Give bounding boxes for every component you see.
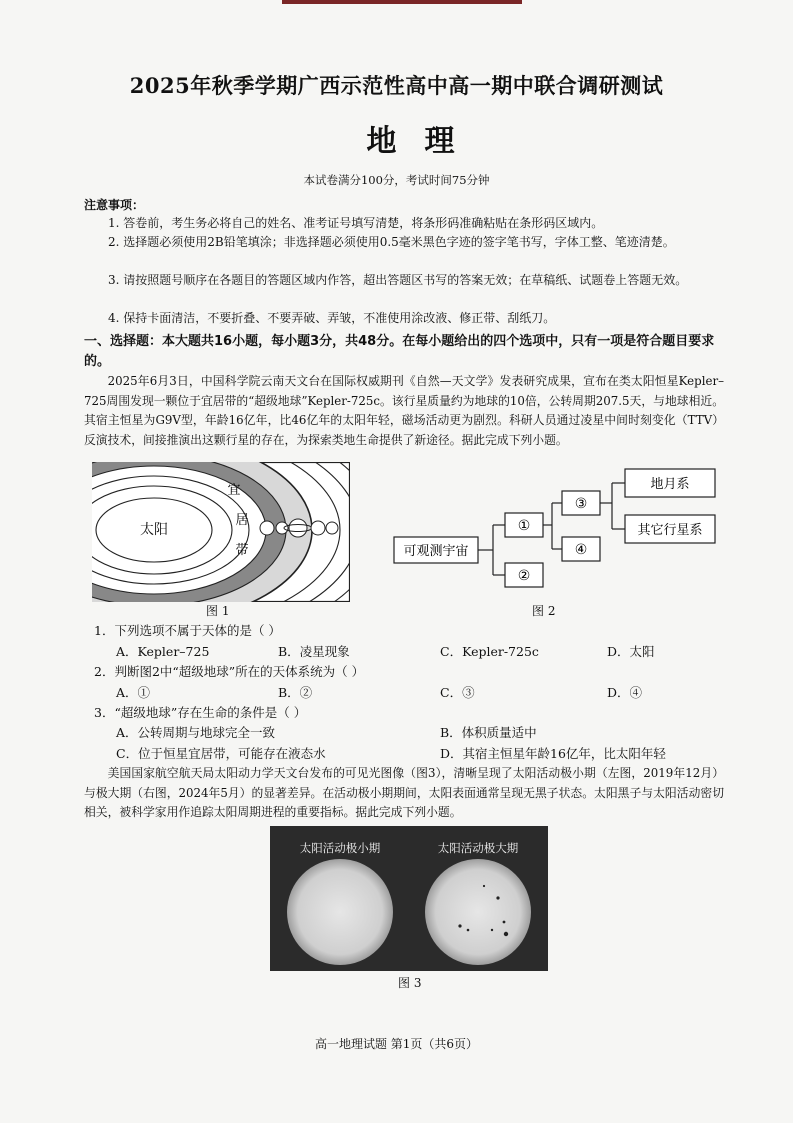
q2-option-a: A．① [116, 685, 151, 700]
habitable-zone-char: 带 [235, 543, 249, 558]
root-label: 可观测宇宙 [403, 544, 469, 559]
q1-option-d: D．太阳 [607, 644, 655, 659]
node-4-label: ④ [574, 542, 588, 558]
top-decoration-bar [282, 0, 522, 4]
figure-2-hierarchy [390, 465, 720, 590]
question-1-stem: 1．下列选项不属于天体的是（ ） [94, 623, 281, 638]
sun-min-label: 太阳活动极小期 [299, 841, 381, 855]
other-planet-label: 其它行星系 [637, 523, 703, 538]
notice-item: 3. 请按照题号顺序在各题目的答题区域内作答，超出答题区书写的答案无效；在草稿纸、试题卷上答题无效。 [108, 273, 688, 287]
question-3-stem: 3．“超级地球”存在生命的条件是（ ） [94, 705, 307, 720]
q1-option-a: A．Kepler–725 [116, 644, 210, 659]
sun-max-label: 太阳活动极大期 [437, 841, 519, 855]
habitable-zone-char: 宜 [227, 483, 241, 498]
figure-1-solar-system [92, 462, 350, 602]
notice-item: 1. 答卷前，考生务必将自己的姓名、准考证号填写清楚，将条形码准确粘贴在条形码区域内。 [108, 216, 604, 230]
node-1-label: ① [517, 518, 531, 534]
q2-option-c: C．③ [440, 685, 475, 700]
sunspot [504, 932, 508, 936]
notice-heading: 注意事项： [84, 198, 145, 212]
q3-option-c: C．位于恒星宜居带，可能存在液态水 [116, 746, 326, 761]
figure-3-caption: 图 3 [398, 976, 422, 990]
figure-1-caption: 图 1 [206, 604, 230, 618]
sun-max-disk [425, 859, 531, 965]
passage-1: 2025年6月3日，中国科学院云南天文台在国际权威期刊《自然—天文学》发表研究成果，宣布在类太阳恒星Kepler–725周围发现一颗位于宜居带的“超级地球”Kepler-725c。该行星质量约为地球的10倍，公转周期207.5天，与地球相近。其宿主恒星为G9V型，年龄16亿年，比46亿年的太阳年轻，磁场活动更为剧烈。科研人员通过凌星中间时刻变化（TTV）反演技术，间接推演出这颗行星的存在，为探索类地生命提供了新途径。据此完成下列小题。 [84, 374, 724, 447]
subject-title: 地理 [366, 124, 483, 159]
sunspot [483, 885, 485, 887]
q2-option-d: D．④ [607, 685, 643, 700]
q3-option-d: D．其宿主恒星年龄16亿年，比太阳年轻 [440, 746, 666, 761]
page-footer: 高一地理试题 第1页（共6页） [314, 1037, 479, 1051]
q1-option-b: B．凌星现象 [278, 644, 350, 659]
q2-option-b: B．② [278, 685, 313, 700]
figure-2-caption: 图 2 [532, 604, 556, 618]
q3-option-a: A．公转周期与地球完全一致 [116, 725, 276, 740]
q3-option-b: B．体积质量适中 [440, 725, 537, 740]
habitable-zone-char: 居 [235, 513, 249, 528]
question-2-stem: 2．判断图2中“超级地球”所在的天体系统为（ ） [94, 664, 365, 679]
sunspot [467, 929, 470, 932]
sunspot [491, 929, 493, 931]
section-heading: 一、选择题：本大题共16小题，每小题3分，共48分。在每小题给出的四个选项中，只有一项是符合题目要求的。 [84, 334, 715, 369]
exam-meta: 本试卷满分100分，考试时间75分钟 [303, 173, 490, 187]
sun-min-disk [287, 859, 393, 965]
node-2-label: ② [517, 568, 531, 584]
q1-option-c: C．Kepler-725c [440, 644, 539, 659]
passage-2: 美国国家航空航天局太阳动力学天文台发布的可见光图像（图3），清晰呈现了太阳活动极小期（左图，2019年12月）与极大期（右图，2024年5月）的显著差异。在活动极小期期间，太阳表面通常呈现无黑子状态。太阳黑子与太阳活动密切相关，被科学家用作追踪太阳周期进程的重要指标。据此完成下列小题。 [84, 766, 724, 819]
sun-label: 太阳 [140, 522, 168, 538]
figure-3-sun-images [270, 826, 548, 971]
node-3-label: ③ [574, 496, 588, 512]
notice-item: 2. 选择题必须使用2B铅笔填涂；非选择题必须使用0.5毫米黑色字迹的签字笔书写，字体工整、笔迹清楚。 [108, 235, 675, 249]
sunspot [458, 924, 461, 927]
notice-item: 4. 保持卡面清洁，不要折叠、不要弄破、弄皱，不准使用涂改液、修正带、刮纸刀。 [108, 311, 556, 325]
sunspot [496, 896, 499, 899]
earth-moon-label: 地月系 [650, 477, 690, 492]
sunspot [503, 921, 506, 924]
exam-title: 2025年秋季学期广西示范性高中高一期中联合调研测试 [129, 73, 664, 98]
